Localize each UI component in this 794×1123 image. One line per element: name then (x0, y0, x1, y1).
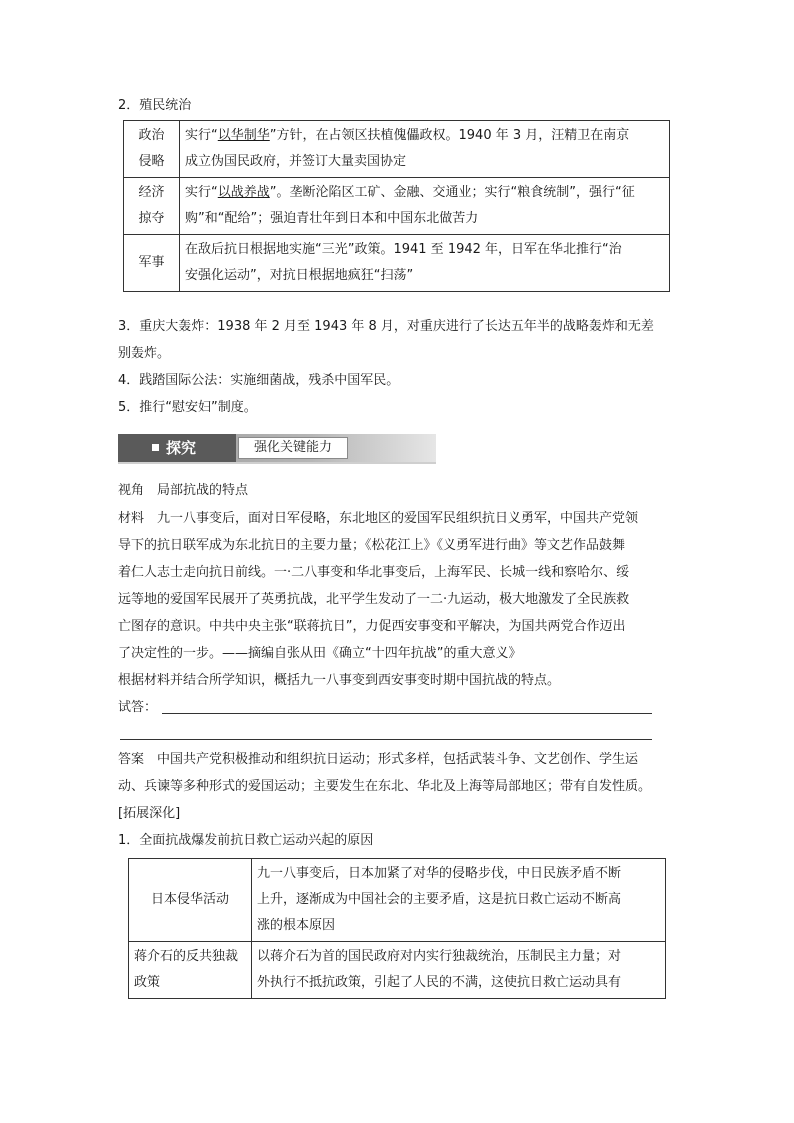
cause-content (252, 859, 666, 942)
answer-blank-line[interactable] (120, 739, 652, 740)
material-line: 导下的抗日联军成为东北抗日的主要力量；《松花江上》《义勇军进行曲》等文艺作品鼓舞 (118, 538, 626, 553)
row-content-politics (180, 121, 670, 178)
material-line: 着仁人志士走向抗日前线。一·二八事变和华北事变后，上海军民、长城一线和察哈尔、绥 (118, 565, 630, 580)
view-heading: 视角 局部抗战的特点 (118, 483, 249, 498)
text-line: 安强化运动”，对抗日根据地疯狂“扫荡” (185, 268, 414, 283)
square-bullet-icon (152, 444, 159, 451)
label-line: 经济 (138, 185, 165, 200)
item-3-line: 别轰炸。 (118, 346, 171, 361)
underlined-term: 以战养战 (217, 185, 270, 200)
material-line: 了决定性的一步。——摘编自张从田《确立“十四年抗战”的重大意义》 (118, 646, 522, 661)
banner-subtitle-box: 强化关键能力 (238, 437, 348, 459)
table-row (129, 859, 666, 942)
item-5: 5．推行“慰安妇”制度。 (118, 400, 257, 415)
banner-label: 探究 (166, 439, 197, 457)
text-line: 以蒋介石为首的国民政府对内实行独裁统治，压制民主力量；对 (257, 949, 622, 964)
material-line: 材料 九一八事变后，面对日军侵略，东北地区的爱国军民组织抗日义勇军，中国共产党领 (118, 511, 639, 526)
item-3-line: 3．重庆大轰炸：1938 年 2 月至 1943 年 8 月，对重庆进行了长达五年半的战略轰炸和无差 (118, 319, 654, 334)
label-line: 蒋介石的反共独裁 (134, 949, 239, 964)
text-line: 在敌后抗日根据地实施“三光”政策。1941 至 1942 年，日军在华北推行“治 (185, 242, 622, 257)
text-line: 涨的根本原因 (257, 918, 336, 933)
row-content-economy (180, 178, 670, 235)
row-label-politics (124, 121, 180, 178)
section-banner (118, 434, 436, 462)
answer-prompt: 试答： (118, 700, 158, 715)
table-row (124, 178, 670, 235)
text-line: 购”和“配给”；强迫青壮年到日本和中国东北做苦力 (185, 211, 479, 226)
text-segment: 实行“ (185, 128, 218, 143)
question: 根据材料并结合所学知识，概括九一八事变到西安事变时期中国抗战的特点。 (118, 673, 561, 688)
label-line: 政治 (138, 128, 165, 143)
label-line: 侵略 (138, 154, 165, 169)
answer-line: 答案 中国共产党积极推动和组织抗日运动；形式多样，包括武装斗争、文艺创作、学生运 (118, 752, 639, 767)
colonial-rule-table (123, 120, 670, 292)
text-line: 上升，逐渐成为中国社会的主要矛盾，这是抗日救亡运动不断高 (257, 892, 622, 907)
label-line: 掠夺 (138, 211, 165, 226)
label-line: 政策 (134, 975, 161, 990)
text-line: 九一八事变后，日本加紧了对华的侵略步伐，中日民族矛盾不断 (257, 866, 622, 881)
answer-blank-line[interactable] (162, 713, 652, 714)
section-2-heading: 2．殖民统治 (118, 98, 192, 113)
material-line: 远等地的爱国军民展开了英勇抗战，北平学生发动了一二·九运动，极大地激发了全民族救 (118, 592, 630, 607)
text-segment: ”。垄断沦陷区工矿、金融、交通业；实行“粮食统制”，强行“征 (269, 185, 635, 200)
expand-subheading: 1．全面抗战爆发前抗日救亡运动兴起的原因 (118, 833, 374, 848)
cause-label: 日本侵华活动 (129, 859, 252, 942)
underlined-term: 以华制华 (217, 128, 270, 143)
table-row (124, 121, 670, 178)
text-line: 外执行不抵抗政策，引起了人民的不满，这使抗日救亡运动具有 (257, 975, 622, 990)
answer-line: 动、兵谏等多种形式的爱国运动；主要发生在东北、华北及上海等局部地区；带有自发性质。 (118, 779, 652, 794)
text-segment: ”方针，在占领区扶植傀儡政权。1940 年 3 月，汪精卫在南京 (269, 128, 630, 143)
causes-table (128, 858, 666, 999)
table-row (129, 942, 666, 999)
text-line: 成立伪国民政府，并签订大量卖国协定 (185, 154, 407, 169)
material-line: 亡图存的意识。中共中央主张“联蒋抗日”，力促西安事变和平解决，为国共两党合作迈出 (118, 619, 626, 634)
item-4: 4．践踏国际公法：实施细菌战，残杀中国军民。 (118, 373, 400, 388)
banner-underline (118, 462, 436, 464)
text-segment: 实行“ (185, 185, 218, 200)
row-label-military: 军事 (124, 235, 180, 292)
row-content-military (180, 235, 670, 292)
table-row (124, 235, 670, 292)
cause-label (129, 942, 252, 999)
expand-heading: [拓展深化] (118, 806, 181, 821)
row-label-economy (124, 178, 180, 235)
cause-content (252, 942, 666, 999)
